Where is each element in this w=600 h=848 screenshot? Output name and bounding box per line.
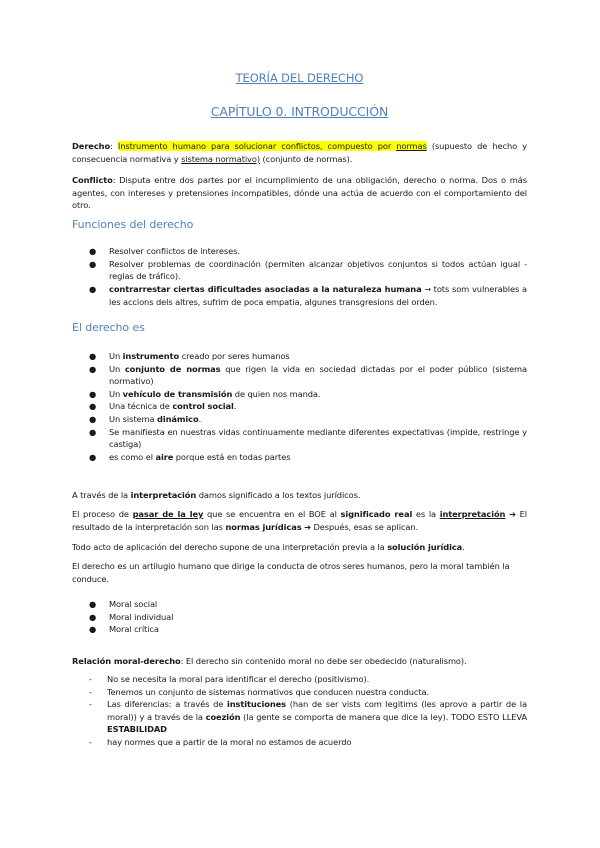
derecho-highlight: Instrumento humano para solucionar conflictos, compuesto por	[117, 141, 397, 151]
list-item: ● Un conjunto de normas que rigen la vida en sociedad dictadas por el poder público (sistema normativo)	[89, 363, 527, 387]
relacion-list	[72, 673, 527, 749]
moral-list	[72, 598, 527, 636]
interpretacion-p4: El derecho es un artilugio humano que dirige la conducta de otros seres humanos, pero la moral también la conduce.	[72, 561, 510, 584]
list-item: ● contrarrestar ciertas dificultades asociadas a la naturaleza humana → tots som vulnerables a les accions dels altres, sufrim de poca empatia, algunes transgresions del orden.	[89, 283, 528, 308]
derecho-definition: Derecho: Instrumento humano para solucionar conflictos, compuesto por normas (supuesto de hecho y consecuencia normativa y sistema normativo) (conjunto de normas).	[72, 141, 527, 164]
list-item: ● es como el aire porque está en todas partes	[89, 451, 291, 462]
relacion-moral-derecho: Relación moral-derecho: El derecho sin contenido moral no debe ser obedecido (naturalismo).	[72, 656, 467, 666]
list-item: ● Moral crítica	[89, 624, 159, 635]
list-item: - Tenemos un conjunto de sistemas normativos que conducen nuestra conducta.	[89, 686, 430, 697]
list-item: ● Resolver conflictos de intereses.	[89, 246, 240, 256]
list-item: ● Resolver problemas de coordinación (permiten alcanzar objetivos conjuntos si todos actúan igual - reglas de tráfico).	[89, 258, 527, 282]
interpretacion-p1: A través de la interpretación damos significado a los textos jurídicos.	[72, 490, 361, 500]
list-item: ● Una técnica de control social.	[89, 401, 237, 412]
list-item: ● Un sistema dinámico.	[89, 413, 202, 424]
derecho-term: Derecho	[72, 141, 111, 151]
funciones-list	[72, 245, 527, 309]
list-item: - No se necesita la moral para identificar el derecho (positivismo).	[89, 674, 370, 684]
conflicto-definition: Conflicto: Disputa entre dos partes por el incumplimiento de una obligación, derecho o norma. Dos o más agentes, con intereses y pretensiones incompatibles, dónde una actúa de acuerdo con el comportamiento del otro.	[72, 175, 527, 211]
conflicto-term: Conflicto	[72, 175, 113, 185]
funciones-heading: Funciones del derecho	[72, 218, 194, 231]
interpretacion-p2: El proceso de pasar de la ley que se encuentra en el BOE al significado real es la interpretación ➔ El resultado de la interpretación son las normas jurídicas ➔ Después, esas se aplican.	[72, 509, 527, 532]
list-item: ● Un vehículo de transmisión de quien nos manda.	[89, 388, 321, 399]
derecho-es-heading: El derecho es	[72, 321, 145, 334]
document-title: TEORÍA DEL DERECHO	[235, 71, 364, 85]
derecho-es-list	[72, 350, 527, 463]
list-item: ● Un instrumento creado por seres humanos	[89, 351, 290, 361]
interpretacion-p3: Todo acto de aplicación del derecho supone de una interpretación previa a la solución jurídica.	[72, 542, 465, 552]
normas-highlight: normas	[396, 141, 427, 151]
list-item: - Las diferencias: a través de instituciones (han de ser vists com legitims (les aprovo a partir de la moral)) y a través de la coezión (la gente se comporta de manera que dice la ley). TODO ESTO LLEVA ESTABILIDAD	[89, 699, 527, 735]
chapter-title: CAPÍTULO 0. INTRODUCCIÓN	[210, 104, 389, 119]
list-item: - hay normes que a partir de la moral no estamos de acuerdo	[89, 736, 352, 747]
sistema-normativo: sistema normativo)	[181, 153, 260, 164]
list-item: ● Moral social	[89, 599, 158, 609]
list-item: ● Se manifiesta en nuestras vidas continuamente mediante diferentes expectativas (impide, restringe y castiga)	[89, 426, 527, 450]
list-item: ● Moral individual	[89, 611, 174, 622]
